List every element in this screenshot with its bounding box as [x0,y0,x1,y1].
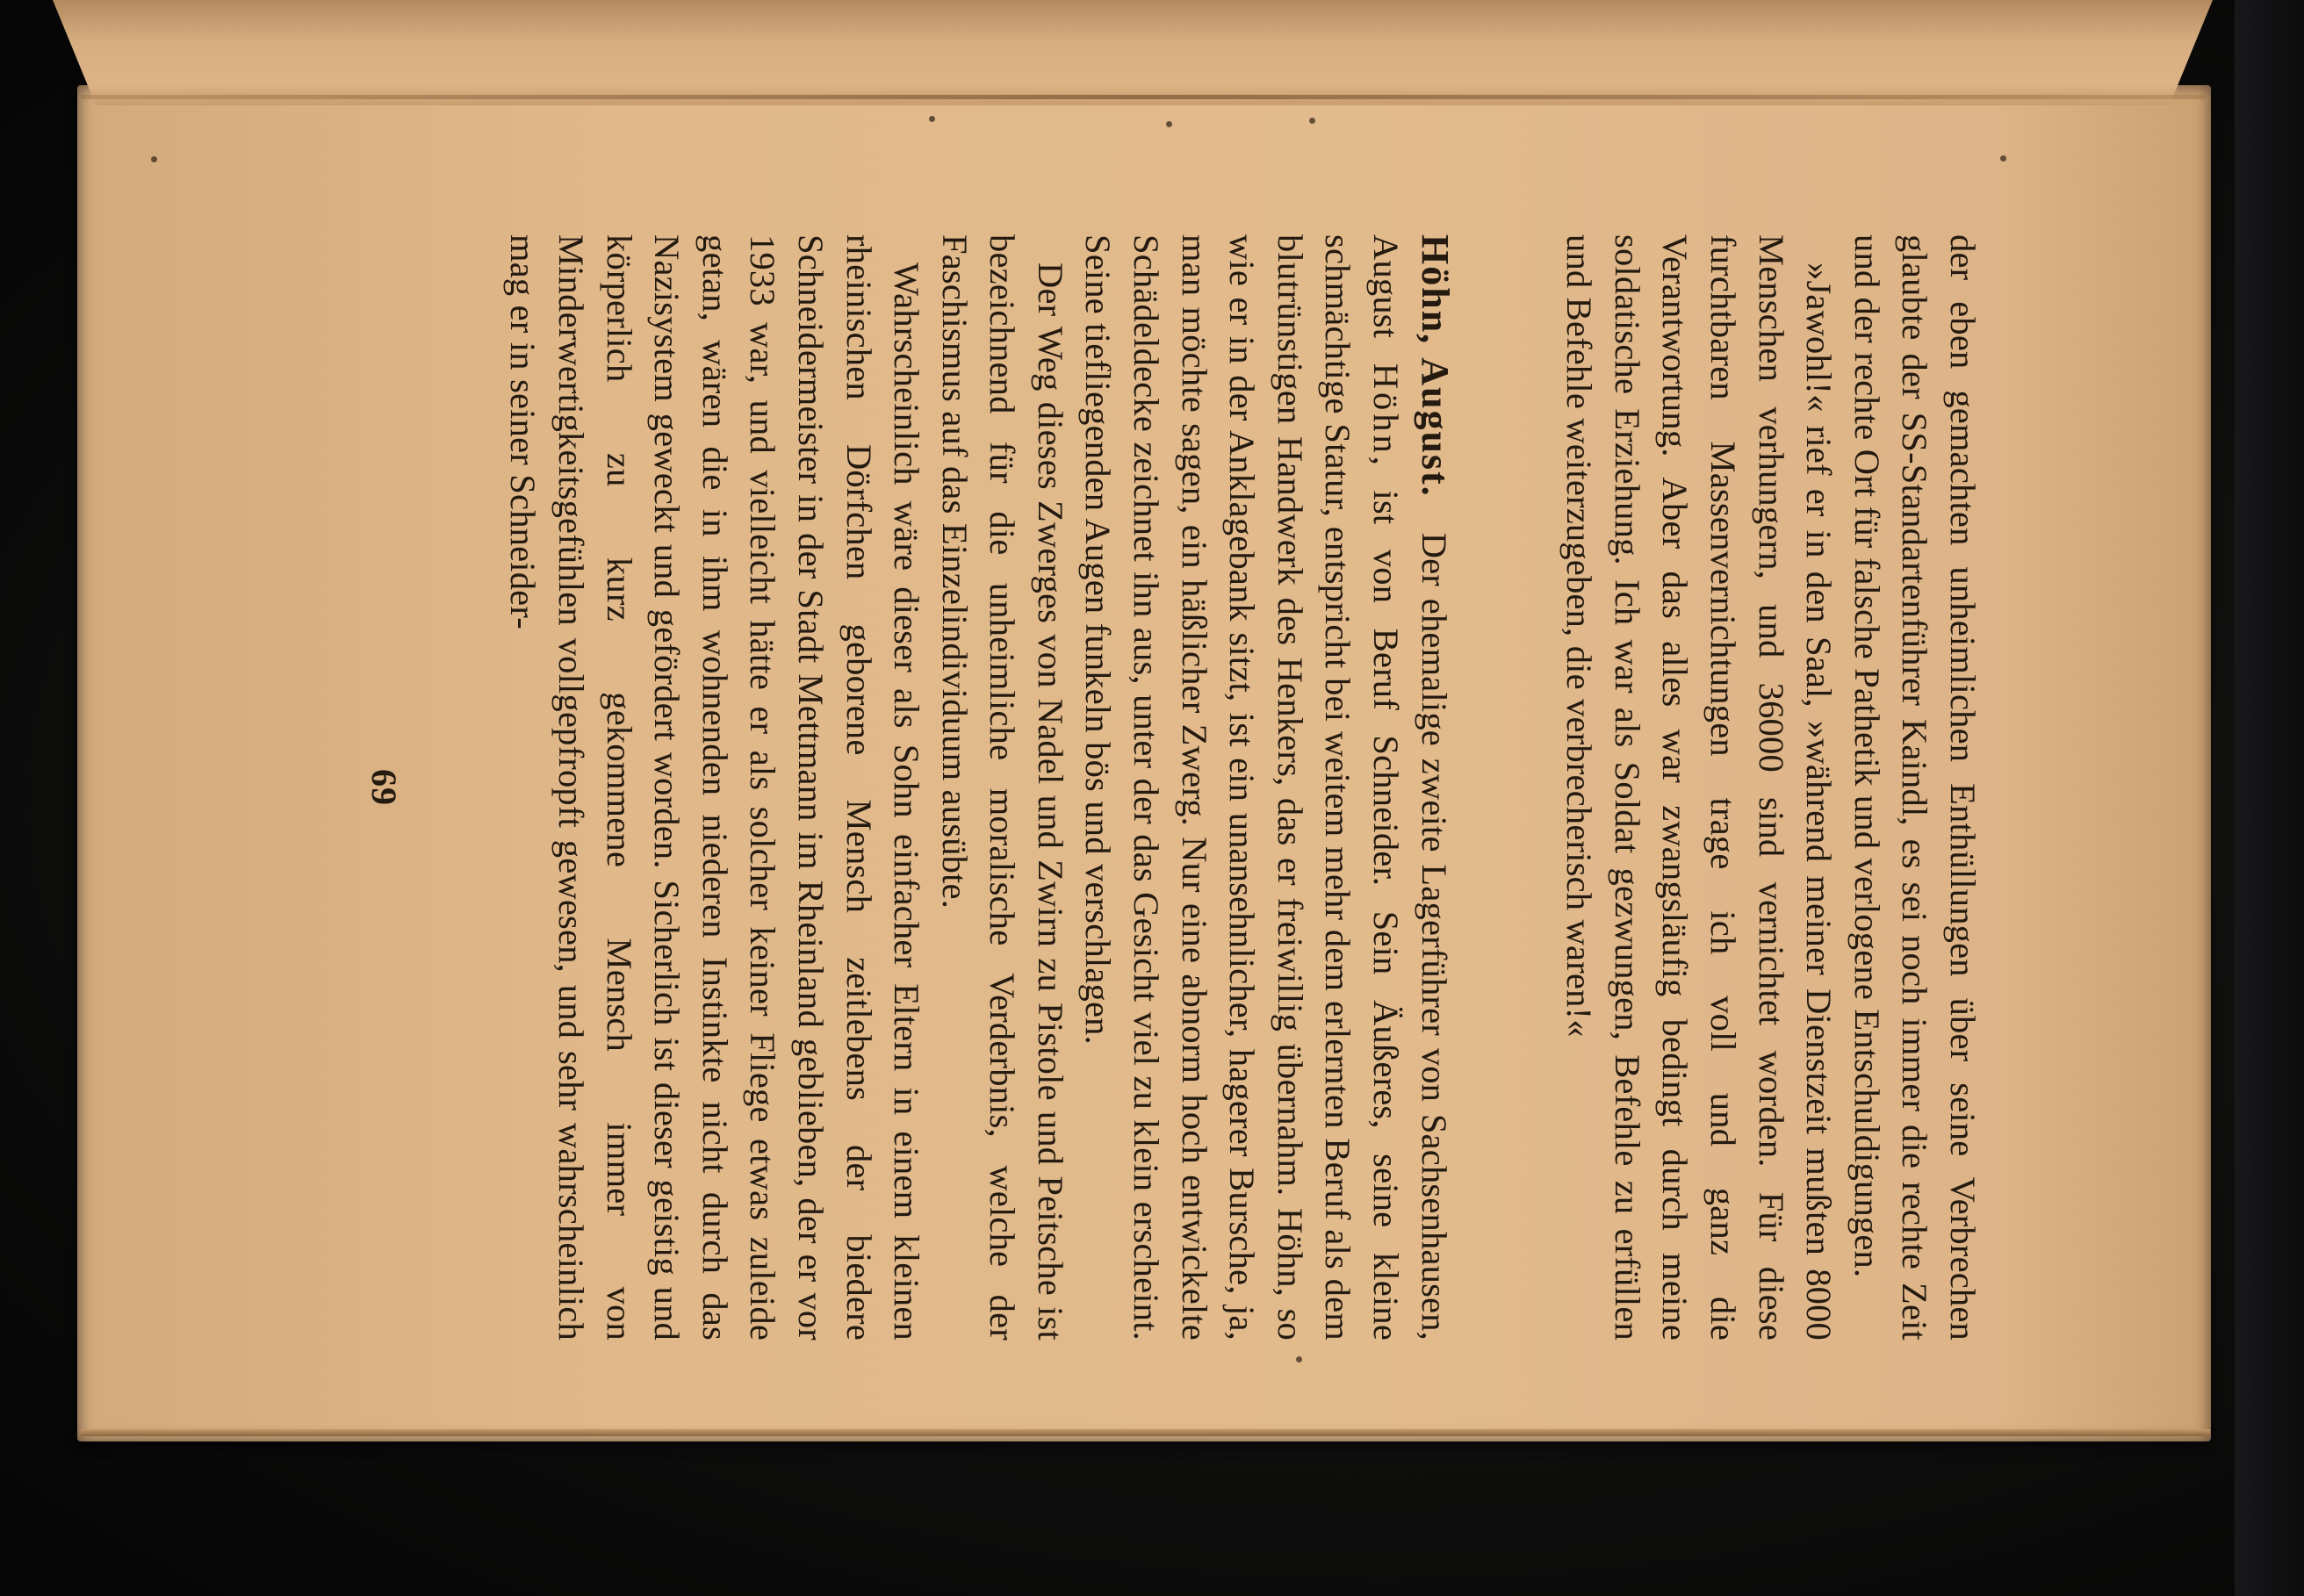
paper-speck [1296,1356,1302,1362]
page-gutter [53,0,2213,105]
section-paragraph-3: Wahrscheinlich wäre dieser als Sohn einfacher Eltern in einem kleinen rheinischen Dörfchen geborene Mensch zeitlebens der biedere Schneidermeister in der Stadt Mettmann im Rheinland geblieben, der er vor 1933 war, und vielleicht hätte er als solcher keiner Fliege etwas zuleide getan, wären die in ihm wohnenden niederen Instinkte nicht durch das Nazisystem geweckt und gefördert worden. Sicherlich ist dieser geistig und körperlich zu kurz gekommene Mensch immer von Minderwertigkeitsgefühlen vollgepfropft gewesen, und sehr wahrscheinlich mag er in seiner Schneider- [503,234,927,1341]
section-intro-before-name: Der ehemalige zweite Lagerführer von Sachsenhausen, August [1366,234,1454,1341]
paper-speck [1309,118,1315,124]
section-paragraph-2: Der Weg dieses Zwerges von Nadel und Zwirn zu Pistole und Peitsche ist bezeichnend für die unheimliche moralische Verderbnis, welche der Faschismus auf das Einzelindividuum ausübte. [934,234,1070,1341]
paper-speck [2000,155,2006,162]
carry-over-paragraph: der eben gemachten unheimlichen Enthüllungen über seine Verbrechen glaubte der SS-Standartenführer Kaindl, es sei noch immer die rechte Zeit und der rechte Ort für falsche Pathetik und verlogene Entschuldigungen. [1847,234,1983,1341]
section-name-spaced: Höhn [1366,363,1407,457]
paper-speck [1166,121,1172,127]
gutter-fold-line [81,95,2206,99]
section-intro-after-name: , ist von Beruf Schneider. Sein Äußeres, seine kleine schmächtige Statur, entspricht bei weitem mehr dem erlernten Beruf als dem blutrünstigen Handwerk des Henkers, das er freiwillig übernahm. Höhn, so wie er in der Anklagebank sitzt, ist ein unansehnlicher, hagerer Bursche, ja, man möchte sagen, ein häßlicher Zwerg. Nur eine abnorm hoch entwickelte Schädeldecke zeichnet ihn aus, unter der das Gesicht viel zu klein erscheint. Seine tiefliegenden Augen funkeln bös und verschlagen. [1078,234,1407,1341]
section-spacer [1458,234,1555,1341]
page-number: 69 [364,769,404,806]
section-paragraph-1 [1074,234,1458,1341]
section-heading: Höhn, August. [1413,234,1457,498]
paper-speck [151,156,157,162]
paper-speck [929,116,935,122]
rotated-text-block [318,234,1986,1341]
quote-paragraph: »Jawohl!« rief er in den Saal, »während meiner Dienstzeit mußten 8000 Menschen verhungern, und 36000 sind vernichtet worden. Für diese furchtbaren Massenvernichtungen trage ich voll und ganz die Verantwortung. Aber das alles war zwangsläufig bedingt durch meine soldatische Erziehung. Ich war als Soldat gezwungen, Befehle zu erfüllen und Befehle weiterzugeben, die verbrecherisch waren!« [1559,234,1840,1341]
page-bottom-edge [81,1429,2210,1436]
